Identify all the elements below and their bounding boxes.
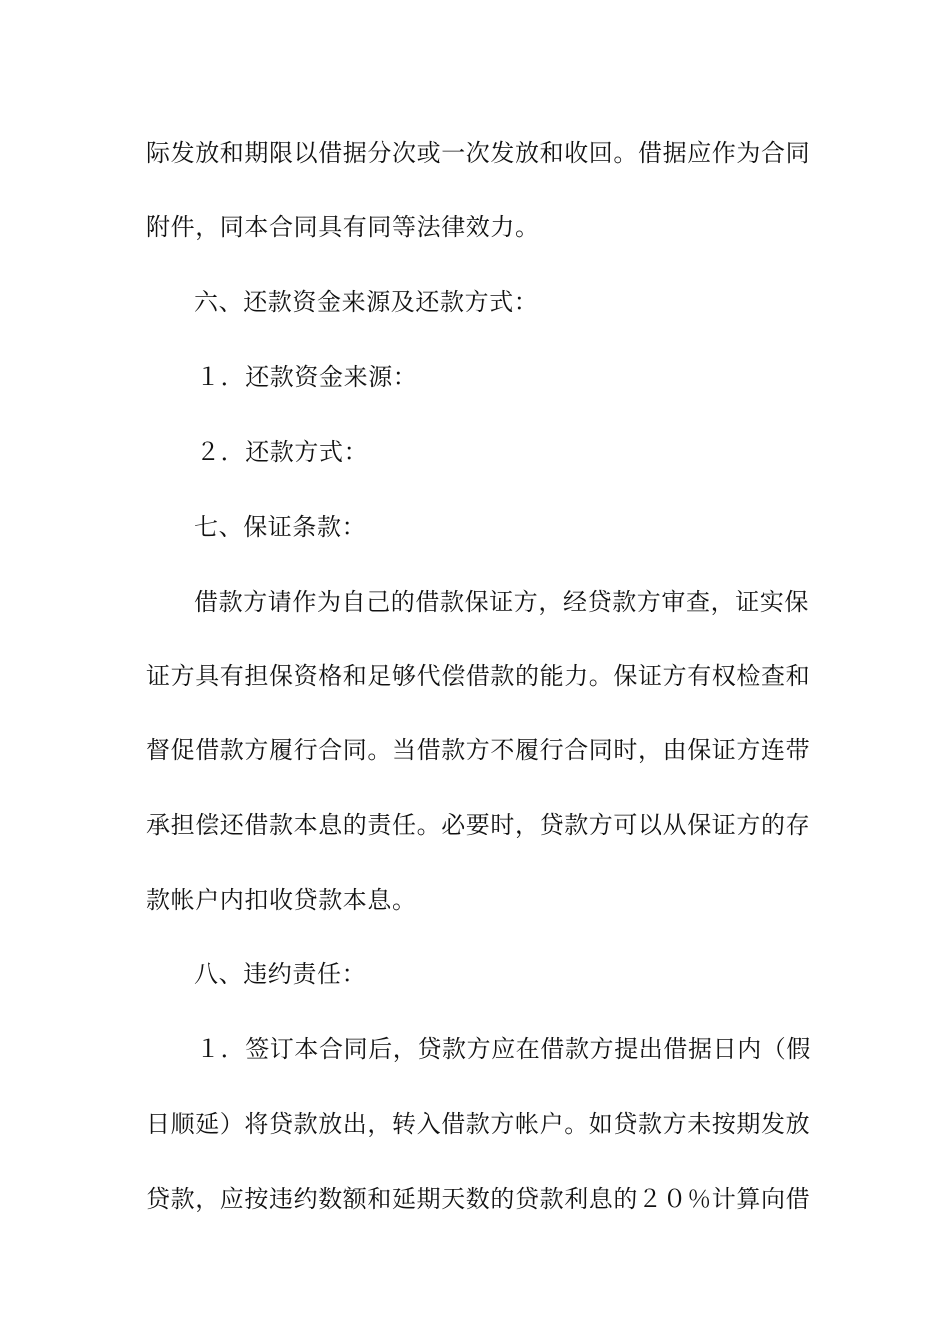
paragraph-line: 证方具有担保资格和足够代偿借款的能力。保证方有权检查和 <box>146 662 811 690</box>
list-item: ２．还款方式： <box>196 438 369 466</box>
list-item: １．签订本合同后，贷款方应在借款方提出借据日内（假 <box>196 1035 811 1063</box>
paragraph-line: 款帐户内扣收贷款本息。 <box>146 886 417 914</box>
paragraph-line: 贷款，应按违约数额和延期天数的贷款利息的２０％计算向借 <box>146 1185 811 1213</box>
paragraph-line: 借款方请作为自己的借款保证方，经贷款方审查，证实保 <box>194 588 809 616</box>
paragraph-line: 日顺延）将贷款放出，转入借款方帐户。如贷款方未按期发放 <box>146 1110 811 1138</box>
section-heading-7: 七、保证条款： <box>194 513 367 541</box>
section-heading-6: 六、还款资金来源及还款方式： <box>194 288 539 316</box>
paragraph-line: 督促借款方履行合同。当借款方不履行合同时，由保证方连带 <box>146 736 811 764</box>
section-heading-8: 八、违约责任： <box>194 960 367 988</box>
paragraph-line: 际发放和期限以借据分次或一次发放和收回。借据应作为合同 <box>146 139 811 167</box>
paragraph-line: 附件，同本合同具有同等法律效力。 <box>146 213 540 241</box>
paragraph-line: 承担偿还借款本息的责任。必要时，贷款方可以从保证方的存 <box>146 811 811 839</box>
list-item: １．还款资金来源： <box>196 363 418 391</box>
